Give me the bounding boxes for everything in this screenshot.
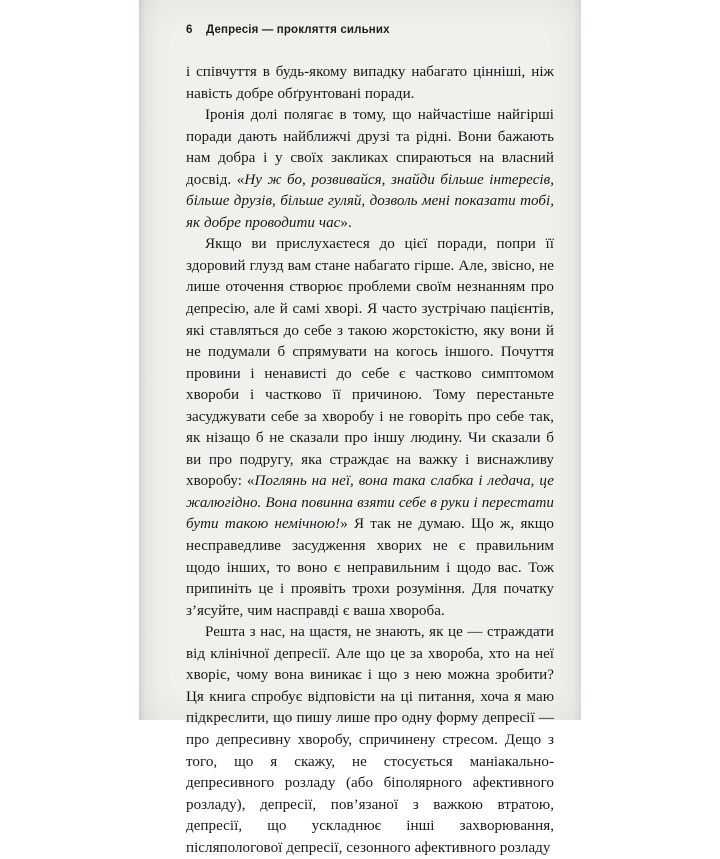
quoted-italic-run: Поглянь на неї, вона така слабка і ледача, це жалюгідно. Вона повинна взяти себе в руки і перестати бути такою немічною! bbox=[186, 473, 554, 533]
text-run: Якщо ви прислухаєтеся до цієї поради, попри її здоровий глузд вам стане набагато гірше. Але, звісно, не лише оточення створює проблеми своїм незнанням про депресію, але й самі хворі. Я часто зустрічаю пацієнтів, які ставляться до себе з такою жорстокістю, яку вони й не подумали б спрямувати на когось іншого. Почуття провини і ненависті до себе є частково симптомом хвороби і частково її причиною. Тому перестаньте засуджувати себе за хворобу і не говоріть про себе так, як нізащо б не сказали про іншу людину. Чи сказали б ви про подругу, яка страждає на важку і виснажливу хворобу: « bbox=[186, 236, 554, 490]
paragraph-4 bbox=[186, 622, 554, 859]
body-text-block bbox=[186, 62, 554, 859]
running-head-title: Депресія — прокляття сильних bbox=[206, 24, 390, 36]
page-number: 6 bbox=[186, 24, 193, 36]
paragraph-1 bbox=[186, 62, 554, 105]
text-run: ». bbox=[340, 214, 352, 231]
text-run: Решта з нас, на щастя, не знають, як це — страждати від клінічної депресії. Але що це за хвороба, хто на неї хворіє, чому вона виникає і що з нею можна зробити? Ця книга спробує відповісти на ці питання, хоча я маю підкреслити, що пишу лише про одну форму депресії — про депресивну хворобу, спричинену стресом. Дещо з того, що я скажу, не стосується маніакально-депресивного розладу (або біполярного афективного розладу), депресії, пов’язаної з важкою втратою, депресії, що ускладнює інші захворювання, післяпологової депресії, сезонного афективного розладу bbox=[186, 624, 554, 856]
text-run: Іронія долі полягає в тому, що найчастіше найгірші поради дають найближчі друзі та рідні. Вони бажають нам добра і у своїх закликах спираються на власний досвід. « bbox=[186, 107, 554, 188]
running-head bbox=[186, 24, 554, 36]
text-run: » Я так не думаю. Що ж, якщо несправедливе засудження хворих не є правильним щодо інших, то воно є неправильним і щодо вас. Тож припиніть це і проявіть трохи розуміння. Для початку з’ясуйте, чим насправді є ваша хвороба. bbox=[186, 516, 554, 619]
quoted-italic-run: Ну ж бо, розвивайся, знайди більше інтересів, більше друзів, більше гуляй, дозволь мені показати тобі, як добре проводити час bbox=[186, 171, 554, 231]
book-page bbox=[139, 0, 581, 856]
page-content-area bbox=[186, 0, 554, 856]
paragraph-3 bbox=[186, 234, 554, 622]
paragraph-2 bbox=[186, 105, 554, 234]
text-run: і співчуття в будь-якому випадку набагато цінніші, ніж навість добре обґрунтовані поради. bbox=[186, 64, 554, 102]
